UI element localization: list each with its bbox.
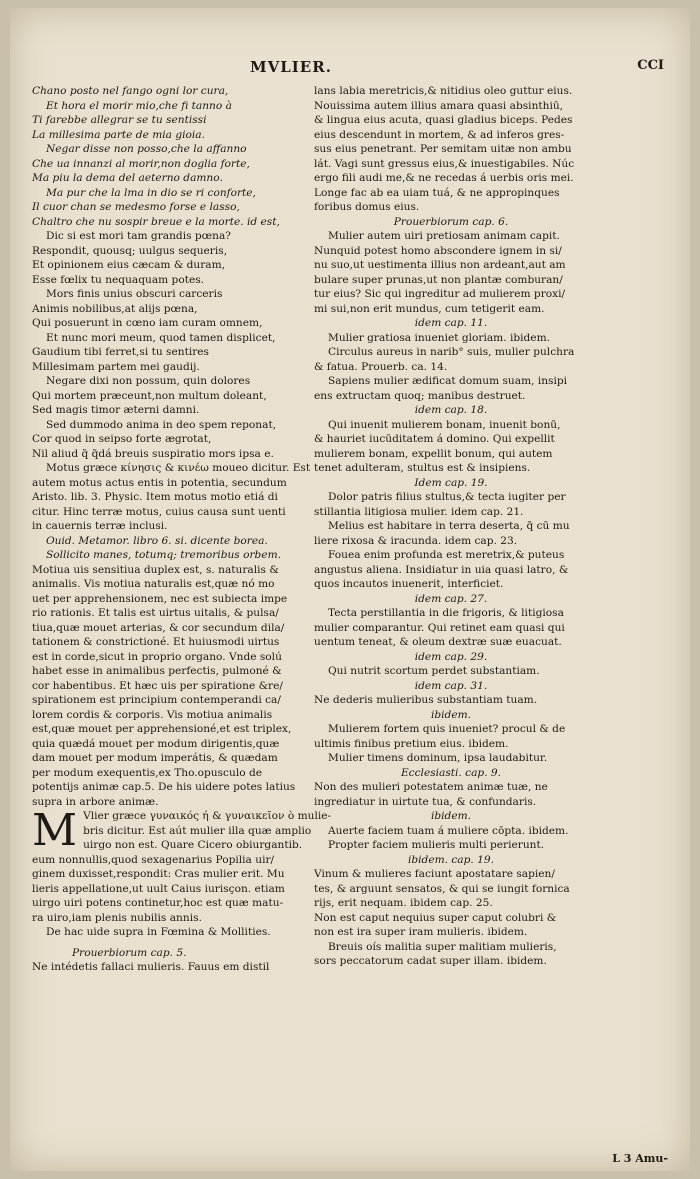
text-line: quos incautos inuenerit, interficiet. bbox=[314, 578, 504, 590]
text-line: animalis. Vis motiua naturalis est,quæ nó mo bbox=[32, 578, 275, 590]
text-line: Idem cap. 19. bbox=[414, 476, 488, 489]
text-line: Motiua uis sensitiua duplex est, s. naturalis & bbox=[32, 563, 279, 576]
drop-cap-letter: M bbox=[32, 805, 78, 856]
text-line: ultimis finibus pretium eius. ibidem. bbox=[314, 737, 509, 750]
text-line: Qui inuenit mulierem bonam, inuenit bonū, bbox=[328, 418, 561, 431]
text-line: Respondit, quousq; uulgus sequeris, bbox=[32, 244, 228, 257]
text-line: De hac uide supra in Fœmina & Mollities. bbox=[46, 926, 271, 938]
text-line: Non des mulieri potestatem animæ tuæ, ne bbox=[314, 781, 548, 793]
text-line: lans labia meretricis,& nitidius oleo guttur eius. bbox=[314, 85, 573, 97]
text-line: ibidem. bbox=[430, 810, 472, 822]
text-line: stillantia litigiosa mulier. idem cap. 21. bbox=[314, 505, 524, 518]
text-line: mulierem bonam, expellit bonum, qui autem bbox=[314, 447, 553, 460]
text-line: Melius est habitare in terra deserta, q̃ cū mu bbox=[328, 520, 570, 532]
text-line: Et opinionem eius cæcam & duram, bbox=[32, 259, 226, 271]
text-line: Sed dummodo anima in deo spem reponat, bbox=[46, 418, 277, 431]
text-line: Millesimam partem mei gaudij. bbox=[32, 360, 200, 373]
text-line: per modum exequentis,ex Tho.opusculo de bbox=[32, 766, 263, 779]
text-line: quia quædá mouet per modum dirigentis,quæ bbox=[32, 737, 280, 750]
text-line: Auerte faciem tuam á muliere cōpta. ibidem. bbox=[328, 824, 569, 837]
text-line: & fatua. Prouerb. ca. 14. bbox=[314, 360, 448, 373]
text-line: rio rationis. Et talis est uirtus uitalis, & pulsa/ bbox=[32, 607, 279, 619]
text-line: ra uiro,iam plenis nubilis annis. bbox=[32, 911, 202, 924]
text-line: Che ua innanzi al morir,non doglia forte, bbox=[32, 157, 250, 170]
text-line: tiua,quæ mouet arterias, & cor secundum dila/ bbox=[32, 621, 285, 634]
text-line: Animis nobilibus,at alijs pœna, bbox=[32, 302, 198, 315]
text-line: Ouid. Metamor. libro 6. si. dicente borea. bbox=[46, 534, 268, 547]
text-line: Mulier gratiosa inueniet gloriam. ibidem. bbox=[328, 331, 550, 344]
text-line: non est ira super iram mulieris. ibidem. bbox=[314, 926, 528, 938]
text-line: idem cap. 11. bbox=[414, 317, 488, 329]
text-line: Nouissima autem illius amara quasi absinthiū, bbox=[314, 99, 564, 112]
text-line: supra in arbore animæ. bbox=[32, 795, 159, 808]
text-line: spirationem est principium contemperandi ca/ bbox=[32, 694, 281, 706]
text-line: Vlier græce γυναικός ή & γυναικεῖον ò mulie- bbox=[83, 810, 332, 822]
text-line: idem cap. 31. bbox=[414, 679, 488, 692]
text-line: est in corde,sicut in proprio organo. Vnde solú bbox=[32, 650, 282, 663]
text-line: ginem duxisset,respondit: Cras mulier erit. Mu bbox=[32, 868, 285, 880]
text-line: Et nunc mori meum, quod tamen displicet, bbox=[46, 331, 276, 344]
text-line: eius descendunt in mortem, & ad inferos gres- bbox=[314, 128, 565, 141]
text-line: Mulier autem uiri pretiosam animam capit. bbox=[328, 230, 560, 242]
text-line: dam mouet per modum imperátis, & quædam bbox=[32, 752, 278, 764]
text-line: Aristo. lib. 3. Physic. Item motus motio etiá di bbox=[32, 491, 278, 503]
text-line: uirgo uiri potens continetur,hoc est quæ matu- bbox=[32, 897, 284, 909]
text-line: tur eius? Sic qui ingreditur ad mulierem proxi/ bbox=[314, 288, 566, 300]
text-line: mulier comparantur. Qui retinet eam quasi qui bbox=[314, 621, 565, 634]
text-line: angustus aliena. Insidiatur in uia quasi latro, & bbox=[314, 563, 569, 576]
text-line: eum nonnullis,quod sexagenarius Popilia uir/ bbox=[32, 853, 275, 866]
text-line: habet esse in animalibus perfectis, pulmoné & bbox=[32, 665, 282, 677]
text-line: Longe fac ab ea uiam tuá, & ne appropinques bbox=[314, 186, 560, 199]
text-line: bris dicitur. Est aút mulier illa quæ amplio bbox=[83, 824, 312, 837]
text-line: ingrediatur in uirtute tua, & confundaris. bbox=[314, 795, 537, 808]
left-column bbox=[32, 84, 332, 975]
text-line: rijs, erit nequam. ibidem cap. 25. bbox=[314, 897, 493, 909]
text-line: uirgo non est. Quare Cicero obiurgantib. bbox=[83, 839, 303, 851]
text-line: Vinum & mulieres faciunt apostatare sapien/ bbox=[314, 868, 555, 880]
dropcap-paragraph bbox=[32, 805, 332, 856]
text-line: lieris appellatione,ut uult Caius iurisçon. etiam bbox=[32, 882, 285, 895]
folio-number: CCI bbox=[637, 58, 664, 73]
text-line: Ne dederis mulieribus substantiam tuam. bbox=[314, 694, 538, 706]
book-page bbox=[10, 8, 690, 1171]
text-line: autem motus actus entis in potentia, secundum bbox=[32, 476, 287, 489]
text-line: Non est caput nequius super caput colubri & bbox=[314, 911, 557, 924]
text-line: Ne intédetis fallaci mulieris. Fauus em distil bbox=[32, 961, 270, 973]
text-line: Cor quod in seipso forte ægrotat, bbox=[32, 433, 212, 445]
text-line: Dolor patris filius stultus,& tecta iugiter per bbox=[328, 491, 566, 503]
text-line: Circulus aureus in narib° suis, mulier pulchra bbox=[328, 346, 575, 358]
text-line: & lingua eius acuta, quasi gladius biceps. Pedes bbox=[314, 114, 573, 126]
text-line: Propter faciem mulieris multi perierunt. bbox=[328, 839, 545, 851]
text-line: lorem cordis & corporis. Vis motiua animalis bbox=[32, 708, 273, 721]
page-title: MVLIER. bbox=[250, 58, 332, 76]
text-line: Mors finis unius obscuri carceris bbox=[46, 288, 223, 300]
text-line: Qui posuerunt in cœno iam curam omnem, bbox=[32, 317, 263, 329]
text-line: La millesima parte de mia gioia. bbox=[32, 128, 205, 141]
text-line: Ma pur che la lma in dio se ri conforte, bbox=[46, 186, 256, 199]
text-line: & hauriet iucūditatem á domino. Qui expellit bbox=[314, 433, 555, 445]
text-line: sors peccatorum cadat super illam. ibidem. bbox=[314, 955, 547, 967]
text-line: in cauernis terræ inclusi. bbox=[32, 520, 168, 532]
text-line: Prouerbiorum cap. 5. bbox=[72, 946, 187, 959]
text-line: Sapiens mulier ædificat domum suam, insipi bbox=[328, 375, 568, 387]
text-line: Dic si est mori tam grandis pœna? bbox=[46, 230, 231, 242]
text-line: Negar disse non posso,che la affanno bbox=[46, 143, 247, 155]
text-line: tationem & constrictioné. Et huiusmodi uirtus bbox=[32, 636, 280, 648]
text-line: Prouerbiorum cap. 6. bbox=[393, 215, 509, 228]
text-line: potentijs animæ cap.5. De his uidere potes latius bbox=[32, 781, 296, 793]
text-line: Sed magis timor æterni damni. bbox=[32, 404, 200, 416]
text-line: ibidem. bbox=[430, 708, 472, 721]
text-line: Fouea enim profunda est meretrix,& puteus bbox=[328, 549, 565, 561]
text-line: Et hora el morir mio,che fi tanno à bbox=[46, 99, 232, 112]
text-line: mi sui,non erit mundus, cum tetigerit eam. bbox=[314, 302, 545, 315]
text-line: est,quæ mouet per apprehensioné,et est triplex, bbox=[32, 723, 292, 735]
catchword: L 3 Amu- bbox=[612, 1152, 668, 1165]
text-line: tenet adulteram, stultus est & insipiens. bbox=[314, 462, 531, 474]
text-line: Ti farebbe allegrar se tu sentissi bbox=[32, 114, 207, 126]
text-line: Ma piu la dema del aeterno damno. bbox=[32, 172, 223, 184]
text-line: nu suo,ut uestimenta illius non ardeant,aut am bbox=[314, 259, 566, 271]
text-line: Tecta perstillantia in die frigoris, & litigiosa bbox=[328, 607, 564, 619]
text-line: Chano posto nel fango ogni lor cura, bbox=[32, 85, 229, 97]
text-line: Motus græce κίνησις & κινέω moueo dicitur. Est bbox=[46, 462, 311, 474]
text-line: ibidem. cap. 19. bbox=[407, 853, 494, 866]
text-line: Ecclesiasti. cap. 9. bbox=[400, 766, 502, 779]
text-line: idem cap. 27. bbox=[414, 592, 488, 605]
text-line: sus eius penetrant. Per semitam uitæ non ambu bbox=[314, 143, 572, 155]
text-line: Nunquid potest homo abscondere ignem in si/ bbox=[314, 244, 562, 257]
text-line: foribus domus eius. bbox=[314, 201, 420, 213]
text-line: uet per apprehensionem, nec est subiecta impe bbox=[32, 592, 288, 605]
right-column bbox=[314, 84, 588, 969]
text-line: tes, & arguunt sensatos, & qui se iungit fornica bbox=[314, 882, 570, 895]
text-line: cor habentibus. Et hæc uis per spiratione &re/ bbox=[32, 679, 283, 692]
text-line: Nil aliud q̃ q̃dá breuis suspiratio mors ipsa e. bbox=[32, 447, 274, 460]
text-line: Mulier timens dominum, ipsa laudabitur. bbox=[328, 752, 548, 764]
text-line: Mulierem fortem quis inueniet? procul & de bbox=[328, 723, 566, 735]
text-line: Qui mortem præceunt,non multum doleant, bbox=[32, 389, 267, 402]
running-header bbox=[10, 58, 690, 78]
text-line: Chaltro che nu sospir breue e la morte. id est, bbox=[32, 215, 280, 228]
text-line: Gaudium tibi ferret,si tu sentires bbox=[32, 346, 209, 358]
text-line: Breuis oís malitia super malitiam mulieris, bbox=[328, 940, 557, 953]
text-line: ergo fili audi me,& ne recedas á uerbis oris mei. bbox=[314, 172, 574, 184]
text-line: Sollicito manes, totumq; tremoribus orbem. bbox=[46, 549, 282, 561]
text-line: idem cap. 18. bbox=[414, 404, 488, 416]
text-line: liere rixosa & iracunda. idem cap. 23. bbox=[314, 534, 518, 547]
text-line: ens extructam quoq; manibus destruet. bbox=[314, 389, 526, 402]
text-line: Qui nutrit scortum perdet substantiam. bbox=[328, 665, 540, 677]
text-line: idem cap. 29. bbox=[414, 650, 488, 663]
text-line: bulare super prunas,ut non plantæ comburan/ bbox=[314, 273, 563, 286]
text-line: lát. Vagi sunt gressus eius,& inuestigabiles. Núc bbox=[314, 157, 575, 170]
text-line: citur. Hinc terræ motus, cuius causa sunt uenti bbox=[32, 505, 286, 518]
text-line: uentum teneat, & oleum dextræ suæ euacuat. bbox=[314, 636, 562, 648]
text-line: Esse fœlix tu nequaquam potes. bbox=[32, 273, 205, 286]
text-line: Il cuor chan se medesmo forse e lasso, bbox=[32, 201, 240, 213]
text-line: Negare dixi non possum, quin dolores bbox=[46, 375, 251, 387]
